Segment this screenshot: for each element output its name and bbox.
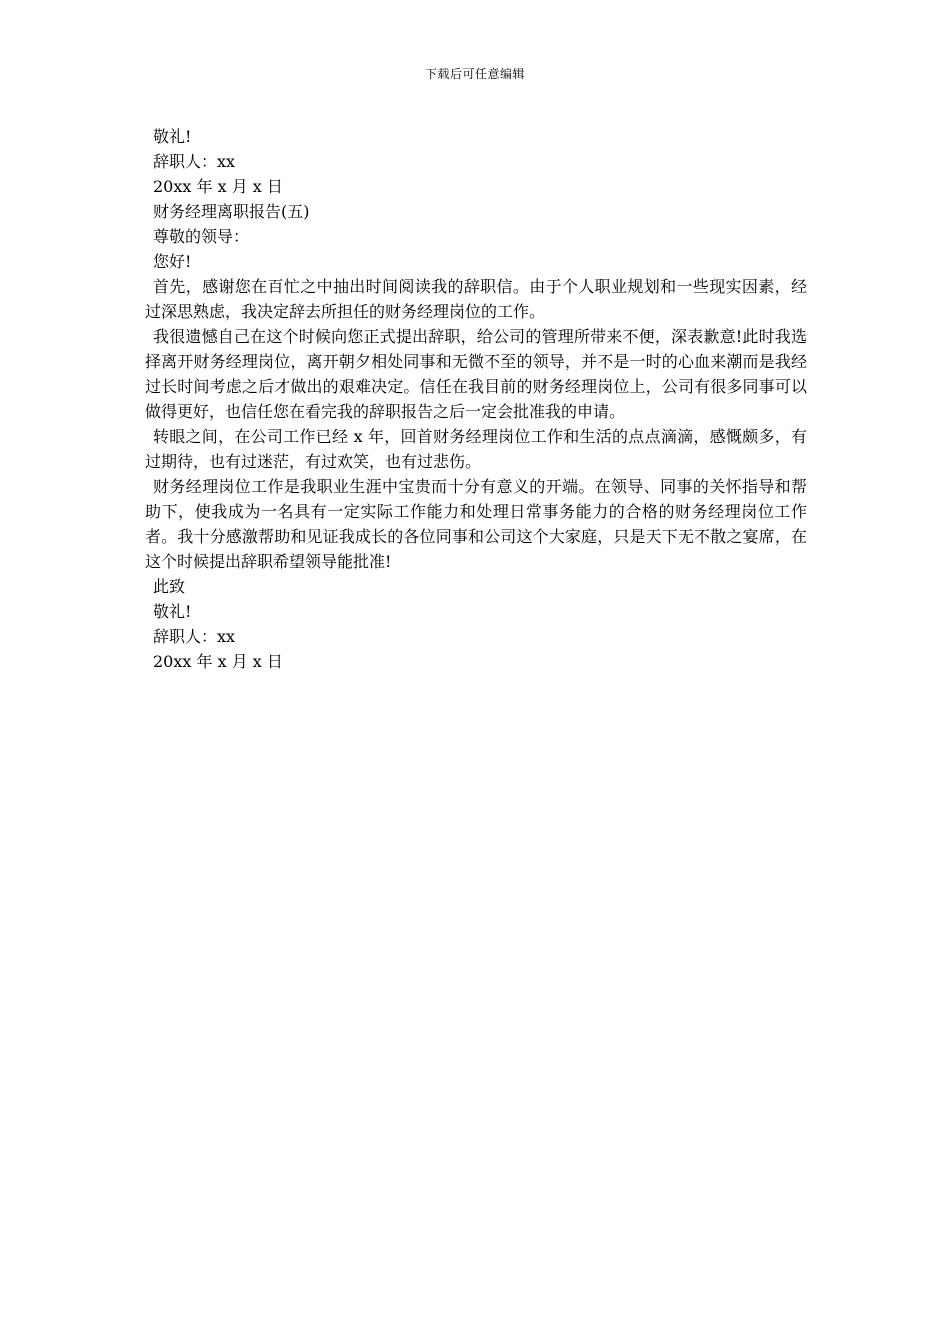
page-header-note: 下载后可任意编辑 xyxy=(424,67,525,81)
document-body xyxy=(145,124,807,674)
date-line: 20xx 年 x 月 x 日 xyxy=(153,652,283,671)
closing-salute-top: 敬礼! xyxy=(153,127,192,146)
closing-intro: 此致 xyxy=(153,577,186,596)
closing-salute: 敬礼! xyxy=(153,602,192,621)
signer-line: 辞职人：xx xyxy=(153,627,236,646)
signer-line-top: 辞职人：xx xyxy=(153,152,236,171)
body-paragraph: 首先，感谢您在百忙之中抽出时间阅读我的辞职信。由于个人职业规划和一些现实因素，经过深思熟虑，我决定辞去所担任的财务经理岗位的工作。 xyxy=(145,277,807,321)
letter-title: 财务经理离职报告(五) xyxy=(153,202,310,221)
date-line-top: 20xx 年 x 月 x 日 xyxy=(153,177,283,196)
body-paragraph: 我很遗憾自己在这个时候向您正式提出辞职，给公司的管理所带来不便，深表歉意!此时我选择离开财务经理岗位，离开朝夕相处同事和无微不至的领导，并不是一时的心血来潮而是我经过长时间考虑之后才做出的艰难决定。信任在我目前的财务经理岗位上，公司有很多同事可以做得更好，也信任您在看完我的辞职报告之后一定会批准我的申请。 xyxy=(145,327,807,421)
greeting: 您好! xyxy=(153,252,192,271)
body-paragraph: 财务经理岗位工作是我职业生涯中宝贵而十分有意义的开端。在领导、同事的关怀指导和帮助下，使我成为一名具有一定实际工作能力和处理日常事务能力的合格的财务经理岗位工作者。我十分感激帮助和见证我成长的各位同事和公司这个大家庭，只是天下无不散之宴席，在这个时候提出辞职希望领导能批准! xyxy=(145,477,807,571)
body-paragraph: 转眼之间，在公司工作已经 x 年，回首财务经理岗位工作和生活的点点滴滴，感慨颇多，有过期待，也有过迷茫，有过欢笑，也有过悲伤。 xyxy=(145,427,807,471)
salutation: 尊敬的领导： xyxy=(153,227,250,246)
